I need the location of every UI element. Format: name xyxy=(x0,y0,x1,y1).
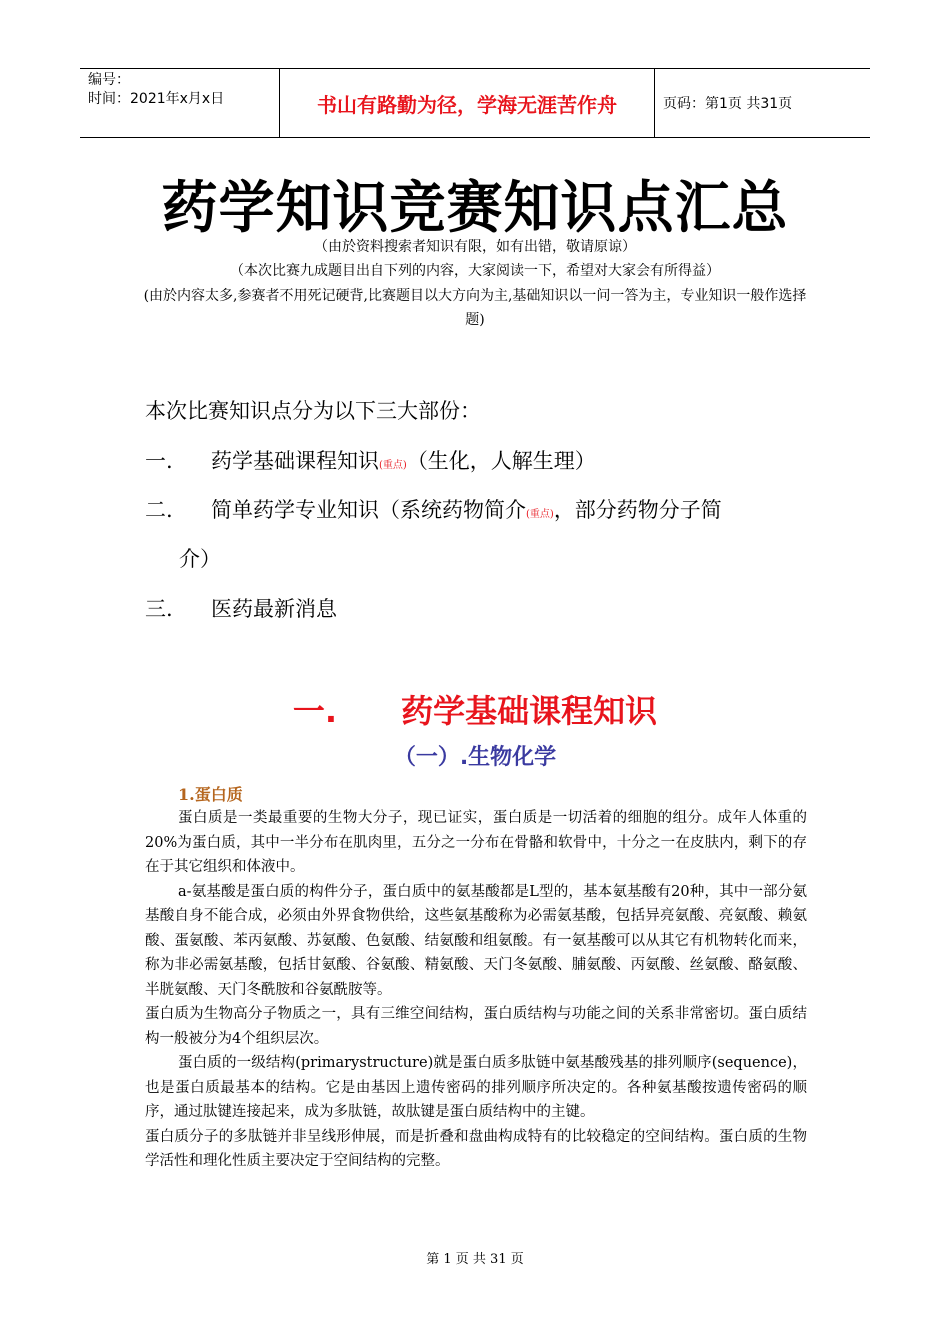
document-title: 药学知识竞赛知识点汇总 xyxy=(161,176,789,241)
note-3: (由於内容太多,参赛者不用死记硬背,比赛题目以大方向为主,基础知识以一问一答为主，专业知识一般作选择题) xyxy=(143,288,807,328)
intro-item-2 xyxy=(145,494,815,524)
intro-item-3-text: 医药最新消息 xyxy=(211,597,337,621)
intro-item-3-num: 三. xyxy=(145,597,173,621)
intro-item-2-num: 二. xyxy=(145,498,173,522)
intro-item-2-tag: (重点) xyxy=(526,509,554,520)
paragraph-3: 蛋白质为生物高分子物质之一，具有三维空间结构，蛋白质结构与功能之间的关系非常密切。蛋白质结构一般被分为4个组织层次。 xyxy=(145,1006,807,1047)
intro-item-1-num: 一. xyxy=(145,449,173,473)
header-page-info: 页码：第1页 共31页 xyxy=(663,96,793,112)
intro-item-1-tag: (重点) xyxy=(379,460,407,471)
page-footer: 第 1 页 共 31 页 xyxy=(426,1252,524,1267)
section-title: 一. 药学基础课程知识 xyxy=(292,692,658,730)
paragraph-2: a-氨基酸是蛋白质的构件分子，蛋白质中的氨基酸都是L型的，基本氨基酸有20种，其中一部分氨基酸自身不能合成，必须由外界食物供给，这些氨基酸称为必需氨基酸，包括异亮氨酸、亮氨酸、赖氨酸、蛋氨酸、苯丙氨酸、苏氨酸、色氨酸、结氨酸和组氨酸。有一氨基酸可以从其它有机物转化而来，称为非必需氨基酸，包括甘氨酸、谷氨酸、精氨酸、天门冬氨酸、脯氨酸、丙氨酸、丝氨酸、酪氨酸、半胱氨酸、天门冬酰胺和谷氨酰胺等。 xyxy=(145,883,807,998)
intro-item-1-text: 药学基础课程知识 xyxy=(211,449,379,473)
paragraph-5: 蛋白质分子的多肽链并非呈线形伸展，而是折叠和盘曲构成特有的比较稳定的空间结构。蛋白质的生物学活性和理化性质主要决定于空间结构的完整。 xyxy=(145,1128,807,1169)
intro-item-1 xyxy=(145,445,815,475)
intro-item-2-tail: ，部分药物分子简 xyxy=(553,498,722,522)
intro-lead: 本次比赛知识点分为以下三大部份： xyxy=(145,399,481,423)
paragraph-1: 蛋白质是一类最重要的生物大分子，现已证实，蛋白质是一切活着的细胞的组分。成年人体重的20%为蛋白质，其中一半分布在肌肉里，五分之一分布在骨骼和软骨中，十分之一在皮肤内，剩下的存在于其它组织和体液中。 xyxy=(145,810,807,875)
intro-item-2-cont: 介） xyxy=(179,547,221,571)
note-1: （由於资料搜索者知识有限，如有出错，敬请原谅） xyxy=(314,239,636,255)
subsection-title: （一）.生物化学 xyxy=(393,745,557,770)
page-header xyxy=(80,68,870,138)
heading-protein: 1.蛋白质 xyxy=(178,785,243,804)
body-text xyxy=(145,806,807,1174)
header-code: 编号： xyxy=(88,72,130,88)
note-2: （本次比赛九成题目出自下列的内容，大家阅读一下，希望对大家会有所得益） xyxy=(230,263,720,279)
header-motto: 书山有路勤为径，学海无涯苦作舟 xyxy=(280,69,655,137)
intro-item-1-tail: （生化，人解生理） xyxy=(406,449,596,473)
header-date: 时间：2021年x月x日 xyxy=(88,91,225,107)
intro-item-3 xyxy=(145,593,815,623)
intro-item-2-text: 简单药学专业知识（系统药物简介 xyxy=(211,498,526,522)
paragraph-4: 蛋白质的一级结构(primarystructure)就是蛋白质多肽链中氨基酸残基的排列顺序(sequence)，也是蛋白质最基本的结构。它是由基因上遗传密码的排列顺序所决定的。各种氨基酸按遗传密码的顺序，通过肽键连接起来，成为多肽链，故肽键是蛋白质结构中的主键。 xyxy=(145,1055,807,1120)
header-meta xyxy=(80,69,280,137)
